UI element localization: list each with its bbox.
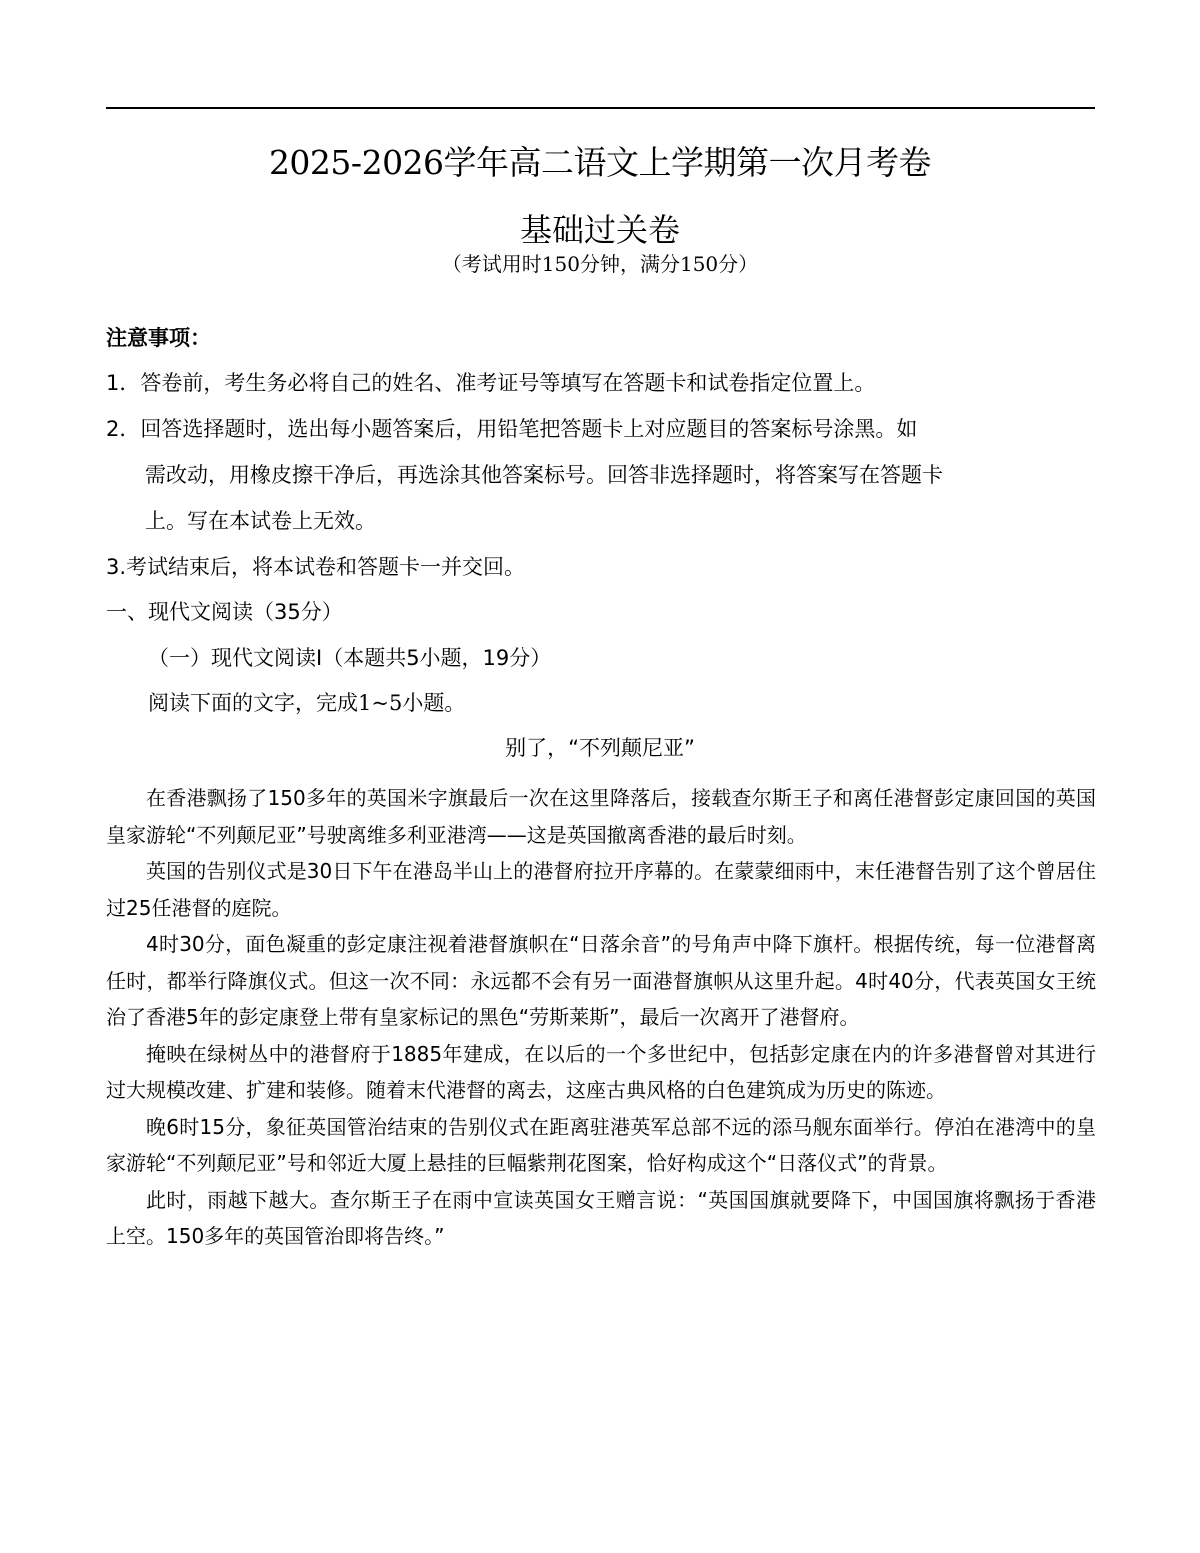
passage-paragraph: 掩映在绿树丛中的港督府于1885年建成，在以后的一个多世纪中，包括彭定康在内的许多港督曾对其进行过大规模改建、扩建和装修。随着末代港督的离去，这座古典风格的白色建筑成为历史的陈迹。 [106,1041,1096,1102]
header-rule [106,107,1095,109]
reading-instruction: 阅读下面的文字，完成1~5小题。 [148,691,466,715]
passage-paragraph: 晚6时15分，象征英国管治结束的告别仪式在距离驻港英军总部不远的添马舰东面举行。停泊在港湾中的皇家游轮“不列颠尼亚”号和邻近大厦上悬挂的巨幅紫荆花图案，恰好构成这个“日落仪式”的背景。 [106,1114,1096,1175]
passage-paragraph: 在香港飘扬了150多年的英国米字旗最后一次在这里降落后，接载查尔斯王子和离任港督彭定康回国的英国皇家游轮“不列颠尼亚”号驶离维多利亚港湾——这是英国撤离香港的最后时刻。 [106,786,1096,847]
passage-title: 别了，“不列颠尼亚” [505,736,695,760]
notice-item-1: 1．答卷前，考生务必将自己的姓名、准考证号等填写在答题卡和试卷指定位置上。 [106,371,876,395]
exam-info: （考试用时150分钟，满分150分） [441,252,759,276]
notice-item-2-line-3: 上。写在本试卷上无效。 [145,509,376,533]
section-heading: 一、现代文阅读（35分） [106,600,343,624]
notice-heading: 注意事项： [106,326,211,350]
section-sub-heading: （一）现代文阅读Ⅰ（本题共5小题，19分） [148,646,552,670]
exam-subtitle: 基础过关卷 [519,211,680,249]
passage-body [106,780,1096,1255]
notice-item-2-line-2: 需改动，用橡皮擦干净后，再选涂其他答案标号。回答非选择题时，将答案写在答题卡 [145,463,943,487]
passage-paragraph: 英国的告别仪式是30日下午在港岛半山上的港督府拉开序幕的。在蒙蒙细雨中，末任港督告别了这个曾居住过25任港督的庭院。 [106,859,1096,920]
notice-item-2-line-1: 2．回答选择题时，选出每小题答案后，用铅笔把答题卡上对应题目的答案标号涂黑。如 [106,417,918,441]
passage-paragraph: 4时30分，面色凝重的彭定康注视着港督旗帜在“日落余音”的号角声中降下旗杆。根据传统，每一位港督离任时，都举行降旗仪式。但这一次不同：永远都不会有另一面港督旗帜从这里升起。4时40分，代表英国女王统治了香港5年的彭定康登上带有皇家标记的黑色“劳斯莱斯”，最后一次离开了港督府。 [106,932,1096,1029]
notice-item-3: 3.考试结束后，将本试卷和答题卡一并交回。 [106,555,526,579]
exam-title: 2025-2026学年高二语文上学期第一次月考卷 [268,143,932,182]
passage-paragraph: 此时，雨越下越大。查尔斯王子在雨中宣读英国女王赠言说：“英国国旗就要降下，中国国旗将飘扬于香港上空。150多年的英国管治即将告终。” [106,1187,1096,1248]
